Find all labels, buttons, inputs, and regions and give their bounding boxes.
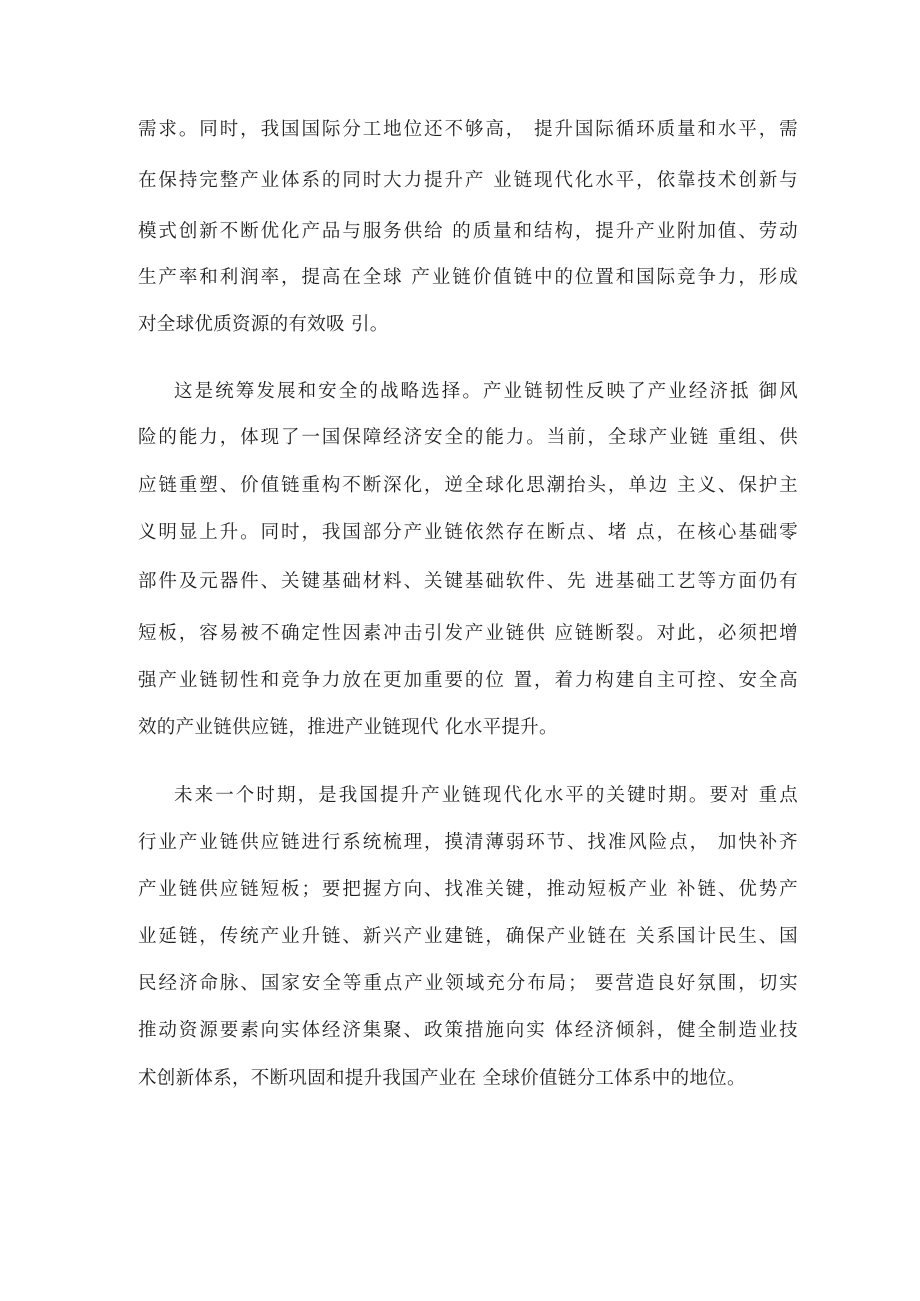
text-line: 推动资源要素向实体经济集聚、政策措施向实 体经济倾斜，健全制造业技 <box>138 1020 798 1041</box>
text-line: 这是统筹发展和安全的战略选择。产业链韧性反映了产业经济抵 御风 <box>174 381 798 402</box>
text-line: 需求。同时，我国国际分工地位还不够高， 提升国际循环质量和水平，需 <box>138 119 798 140</box>
text-line: 产业链供应链短板；要把握方向、找准关键，推动短板产业 补链、优势产 <box>138 879 798 900</box>
text-line: 生产率和利润率，提高在全球 产业链价值链中的位置和国际竞争力，形成 <box>138 267 798 288</box>
text-line: 短板，容易被不确定性因素冲击引发产业链供 应链断裂。对此，必须把增 <box>138 623 798 644</box>
text-line: 未来一个时期，是我国提升产业链现代化水平的关键时期。要对 重点 <box>174 785 798 806</box>
text-line: 术创新体系，不断巩固和提升我国产业在 全球价值链分工体系中的地位。 <box>138 1068 746 1089</box>
text-line: 在保持完整产业体系的同时大力提升产 业链现代化水平，依靠技术创新与 <box>138 170 798 191</box>
text-line: 强产业链韧性和竞争力放在更加重要的位 置，着力构建自主可控、安全高 <box>138 670 798 691</box>
text-line: 部件及元器件、关键基础材料、关键基础软件、先 进基础工艺等方面仍有 <box>138 571 798 592</box>
text-line: 险的能力，体现了一国保障经济安全的能力。当前，全球产业链 重组、供 <box>138 427 798 448</box>
text-line: 行业产业链供应链进行系统梳理，摸清薄弱环节、找准风险点， 加快补齐 <box>138 832 798 853</box>
text-line: 模式创新不断优化产品与服务供给 的质量和结构，提升产业附加值、劳动 <box>138 221 798 242</box>
text-line: 业延链，传统产业升链、新兴产业建链，确保产业链在 关系国计民生、国 <box>138 926 798 947</box>
text-line: 民经济命脉、国家安全等重点产业领域充分布局； 要营造良好氛围，切实 <box>138 973 798 994</box>
text-line: 效的产业链供应链，推进产业链现代 化水平提升。 <box>138 717 558 738</box>
text-line: 义明显上升。同时，我国部分产业链依然存在断点、堵 点，在核心基础零 <box>138 522 798 543</box>
text-line: 应链重塑、价值链重构不断深化，逆全球化思潮抬头，单边 主义、保护主 <box>138 475 798 496</box>
text-line: 对全球优质资源的有效吸 引。 <box>138 314 389 335</box>
